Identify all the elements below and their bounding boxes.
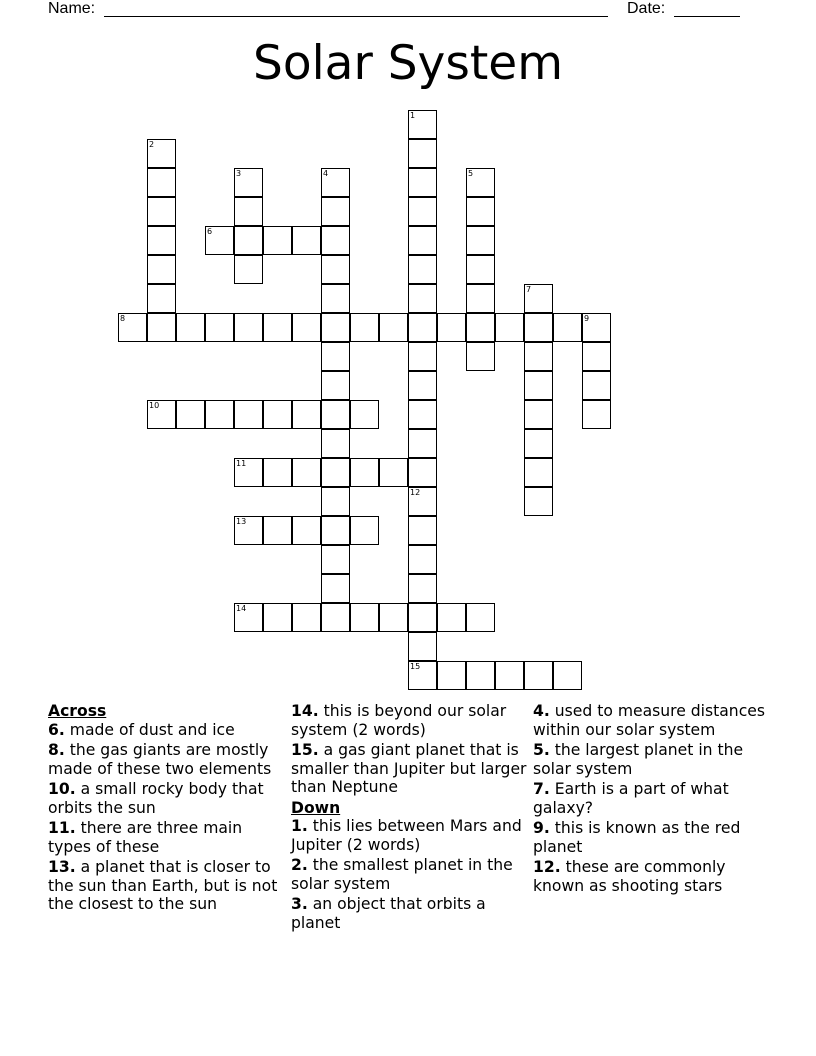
clue-number-label: 2 (149, 140, 155, 149)
crossword-cell[interactable] (408, 139, 437, 168)
crossword-cell[interactable] (292, 516, 321, 545)
crossword-cell[interactable] (524, 400, 553, 429)
clue-across-15: 15. a gas giant planet that is smaller than Jupiter but larger than Neptune (291, 741, 527, 796)
crossword-cell[interactable] (437, 661, 466, 690)
crossword-cell[interactable] (147, 284, 176, 313)
crossword-cell[interactable] (379, 313, 408, 342)
crossword-cell[interactable] (408, 516, 437, 545)
crossword-cell[interactable] (176, 313, 205, 342)
crossword-cell[interactable] (292, 458, 321, 487)
crossword-cell[interactable] (524, 371, 553, 400)
crossword-cell[interactable] (408, 168, 437, 197)
crossword-cell[interactable] (205, 313, 234, 342)
crossword-cell[interactable] (321, 574, 350, 603)
crossword-cell[interactable] (147, 197, 176, 226)
crossword-cell[interactable] (321, 603, 350, 632)
crossword-cell[interactable] (321, 226, 350, 255)
date-label: Date: (627, 0, 666, 17)
crossword-cell[interactable] (350, 603, 379, 632)
crossword-cell[interactable] (321, 342, 350, 371)
crossword-cell[interactable] (147, 255, 176, 284)
clue-number-label: 11 (236, 459, 247, 468)
crossword-cell[interactable] (524, 487, 553, 516)
clue-down-3: 3. an object that orbits a planet (291, 895, 486, 932)
crossword-cell[interactable] (408, 545, 437, 574)
crossword-cell[interactable] (408, 603, 437, 632)
clue-number-label: 1 (410, 111, 416, 120)
crossword-cell[interactable] (379, 458, 408, 487)
crossword-cell[interactable] (582, 342, 611, 371)
crossword-cell[interactable] (379, 603, 408, 632)
crossword-cell[interactable] (263, 313, 292, 342)
crossword-cell[interactable] (321, 313, 350, 342)
crossword-cell[interactable] (437, 603, 466, 632)
crossword-cell[interactable] (263, 516, 292, 545)
crossword-cell[interactable] (321, 255, 350, 284)
clue-number-label: 4 (323, 169, 329, 178)
crossword-cell[interactable] (408, 371, 437, 400)
crossword-cell[interactable] (234, 197, 263, 226)
crossword-cell[interactable] (263, 603, 292, 632)
name-label: Name: (48, 0, 96, 17)
crossword-cell[interactable] (524, 661, 553, 690)
clue-down-12: 12. these are commonly known as shooting stars (533, 858, 726, 895)
crossword-cell[interactable] (234, 255, 263, 284)
crossword-cell[interactable] (408, 458, 437, 487)
clue-number-label: 8 (120, 314, 126, 323)
crossword-cell[interactable] (234, 313, 263, 342)
crossword-cell[interactable] (321, 429, 350, 458)
crossword-cell[interactable] (466, 255, 495, 284)
crossword-cell[interactable] (147, 168, 176, 197)
crossword-cell[interactable] (408, 574, 437, 603)
crossword-cell[interactable] (321, 545, 350, 574)
crossword-cell[interactable] (321, 487, 350, 516)
clue-across-10: 10. a small rocky body that orbits the sun (48, 780, 264, 817)
clue-down-5: 5. the largest planet in the solar system (533, 741, 744, 778)
crossword-cell[interactable] (292, 603, 321, 632)
clue-across-13: 13. a planet that is closer to the sun than Earth, but is not the closest to the sun (48, 858, 278, 913)
clue-number-label: 15 (410, 662, 421, 671)
crossword-cell[interactable] (350, 516, 379, 545)
crossword-cell[interactable] (321, 516, 350, 545)
crossword-cell[interactable] (234, 226, 263, 255)
crossword-cell[interactable] (495, 661, 524, 690)
crossword-cell[interactable] (582, 371, 611, 400)
crossword-cell[interactable] (292, 400, 321, 429)
clue-number-label: 10 (149, 401, 160, 410)
clue-across-14: 14. this is beyond our solar system (2 words) (291, 702, 507, 739)
clue-across-8: 8. the gas giants are mostly made of these two elements (48, 741, 272, 778)
crossword-cell[interactable] (321, 371, 350, 400)
clue-across-6: 6. made of dust and ice (48, 720, 235, 739)
clue-number-label: 6 (207, 227, 213, 236)
clue-down-2: 2. the smallest planet in the solar system (291, 856, 513, 893)
clue-number-label: 12 (410, 488, 421, 497)
clues-column-3 (533, 702, 768, 897)
clue-down-7: 7. Earth is a part of what galaxy? (533, 780, 729, 817)
crossword-cell[interactable] (437, 313, 466, 342)
crossword-cell[interactable] (408, 313, 437, 342)
clue-number-label: 14 (236, 604, 247, 613)
crossword-cell[interactable] (466, 342, 495, 371)
clue-down-1: 1. this lies between Mars and Jupiter (2 words) (291, 817, 522, 854)
crossword-cell[interactable] (466, 284, 495, 313)
crossword-cell[interactable] (292, 313, 321, 342)
crossword-cell[interactable] (408, 342, 437, 371)
crossword-cell[interactable] (321, 284, 350, 313)
crossword-cell[interactable] (205, 400, 234, 429)
crossword-cell[interactable] (466, 226, 495, 255)
clue-number-label: 3 (236, 169, 242, 178)
crossword-cell[interactable] (263, 226, 292, 255)
crossword-cell[interactable] (350, 400, 379, 429)
crossword-cell[interactable] (553, 661, 582, 690)
clues-column-1 (48, 702, 280, 916)
crossword-cell[interactable] (524, 458, 553, 487)
crossword-cell[interactable] (466, 603, 495, 632)
clue-number-label: 13 (236, 517, 247, 526)
clue-down-9: 9. this is known as the red planet (533, 819, 741, 856)
crossword-cell[interactable] (321, 197, 350, 226)
crossword-cell[interactable] (408, 632, 437, 661)
clue-number-label: 5 (468, 169, 474, 178)
crossword-cell[interactable] (495, 313, 524, 342)
clue-number-label: 9 (584, 314, 590, 323)
crossword-cell[interactable] (524, 429, 553, 458)
clue-number-label: 7 (526, 285, 532, 294)
crossword-cell[interactable] (408, 197, 437, 226)
crossword-cell[interactable] (321, 400, 350, 429)
across-heading: Across (48, 702, 107, 720)
crossword-cell[interactable] (292, 226, 321, 255)
down-heading: Down (291, 798, 341, 817)
crossword-cell[interactable] (234, 400, 263, 429)
crossword-cell[interactable] (466, 661, 495, 690)
crossword-cell[interactable] (408, 255, 437, 284)
clue-across-11: 11. there are three main types of these (48, 819, 243, 856)
crossword-cell[interactable] (321, 458, 350, 487)
page-title: Solar System (253, 36, 563, 91)
crossword-cell[interactable] (408, 284, 437, 313)
crossword-cell[interactable] (553, 313, 582, 342)
crossword-cell[interactable] (408, 226, 437, 255)
clues-column-2 (291, 702, 529, 934)
crossword-cell[interactable] (147, 226, 176, 255)
crossword-cell[interactable] (147, 313, 176, 342)
crossword-cell[interactable] (350, 458, 379, 487)
crossword-cell[interactable] (466, 197, 495, 226)
clues-section (0, 702, 816, 1002)
crossword-cell[interactable] (350, 313, 379, 342)
crossword-cell[interactable] (582, 400, 611, 429)
crossword-cell[interactable] (524, 342, 553, 371)
crossword-cell[interactable] (263, 458, 292, 487)
crossword-cell[interactable] (176, 400, 205, 429)
crossword-cell[interactable] (466, 313, 495, 342)
crossword-cell[interactable] (408, 429, 437, 458)
clue-down-4: 4. used to measure distances within our solar system (533, 702, 765, 739)
crossword-cell[interactable] (524, 313, 553, 342)
crossword-cell[interactable] (263, 400, 292, 429)
crossword-cell[interactable] (408, 400, 437, 429)
